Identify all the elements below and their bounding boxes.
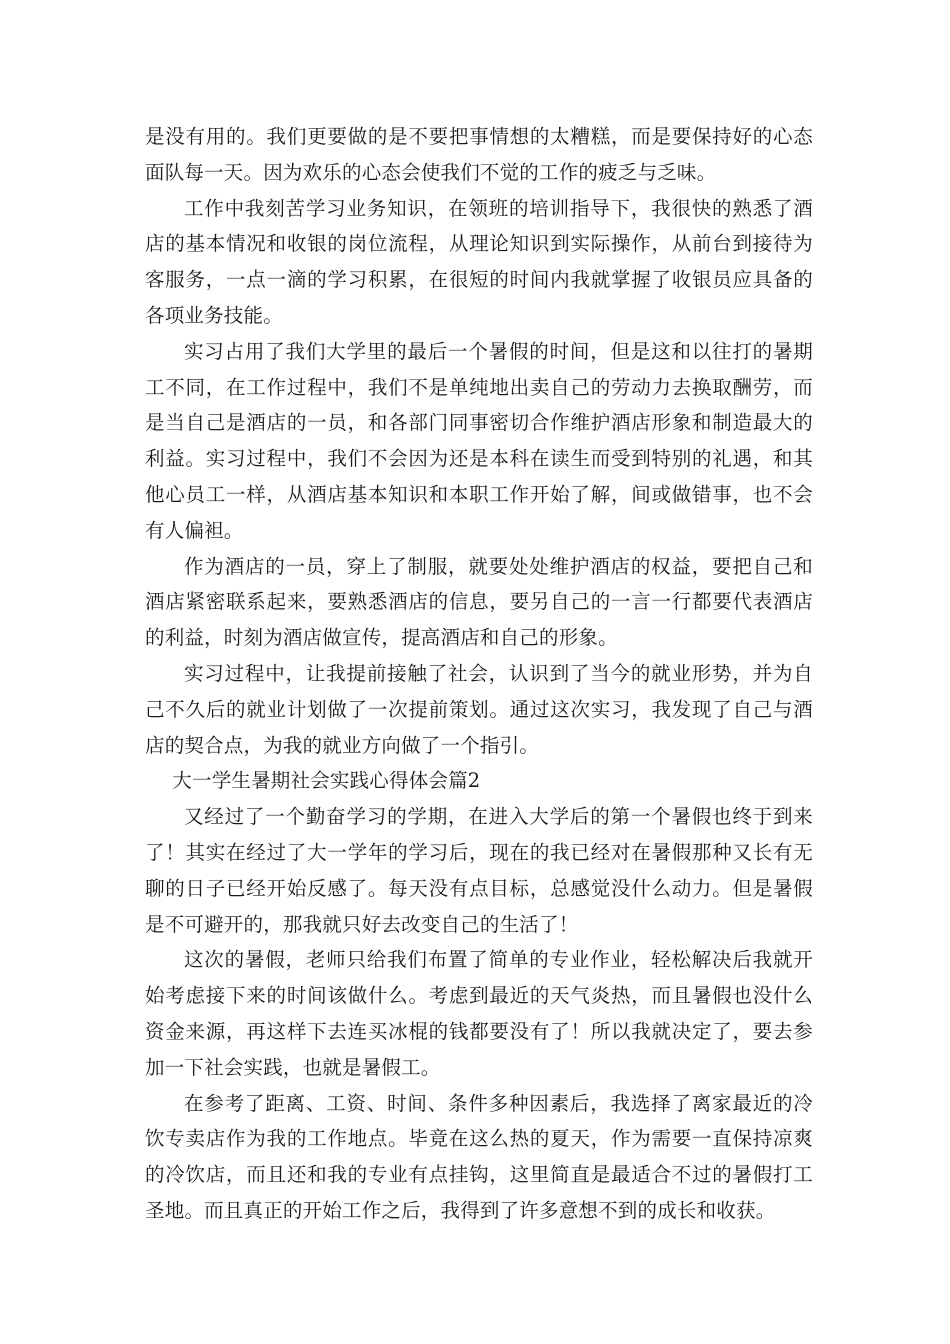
- paragraph: 这次的暑假，老师只给我们布置了简单的专业作业，轻松解决后我就开始考虑接下来的时间该做什么。考虑到最近的天气炎热，而且暑假也没什么资金来源，再这样下去连买冰棍的钱都要没有了！所以我就决定了，要去参加一下社会实践，也就是暑假工。: [145, 948, 813, 1079]
- paragraph: 是没有用的。我们更要做的是不要把事情想的太糟糕，而是要保持好的心态面队每一天。因为欢乐的心态会使我们不觉的工作的疲乏与乏味。: [145, 125, 813, 184]
- paragraph: 又经过了一个勤奋学习的学期，在进入大学后的第一个暑假也终于到来了！其实在经过了大一学年的学习后，现在的我已经对在暑假那种又长有无聊的日子已经开始反感了。每天没有点目标，总感觉没什么动力。但是暑假是不可避开的，那我就只好去改变自己的生活了！: [145, 805, 813, 936]
- paragraph: 实习占用了我们大学里的最后一个暑假的时间，但是这和以往打的暑期工不同，在工作过程中，我们不是单纯地出卖自己的劳动力去换取酬劳，而是当自己是酒店的一员，和各部门同事密切合作维护酒店形象和制造最大的利益。实习过程中，我们不会因为还是本科在读生而受到特别的礼遇，和其他心员工一样，从酒店基本知识和本职工作开始了解，间或做错事，也不会有人偏袒。: [145, 339, 813, 542]
- section-title: 大一学生暑期社会实践心得体会篇2: [172, 769, 481, 793]
- document-page: [145, 119, 813, 1229]
- paragraph: 工作中我刻苦学习业务知识，在领班的培训指导下，我很快的熟悉了酒店的基本情况和收银的岗位流程，从理论知识到实际操作，从前台到接待为客服务，一点一滴的学习积累，在很短的时间内我就掌握了收银员应具备的各项业务技能。: [145, 196, 813, 327]
- paragraph: 作为酒店的一员，穿上了制服，就要处处维护酒店的权益，要把自己和酒店紧密联系起来，要熟悉酒店的信息，要另自己的一言一行都要代表酒店的利益，时刻为酒店做宣传，提高酒店和自己的形象。: [145, 554, 813, 650]
- paragraph: 在参考了距离、工资、时间、条件多种因素后，我选择了离家最近的冷饮专卖店作为我的工作地点。毕竟在这么热的夏天，作为需要一直保持凉爽的冷饮店，而且还和我的专业有点挂钩，这里简直是最适合不过的暑假打工圣地。而且真正的开始工作之后，我得到了许多意想不到的成长和收获。: [145, 1091, 813, 1222]
- paragraph: 实习过程中，让我提前接触了社会，认识到了当今的就业形势，并为自己不久后的就业计划做了一次提前策划。通过这次实习，我发现了自己与酒店的契合点，为我的就业方向做了一个指引。: [145, 661, 813, 757]
